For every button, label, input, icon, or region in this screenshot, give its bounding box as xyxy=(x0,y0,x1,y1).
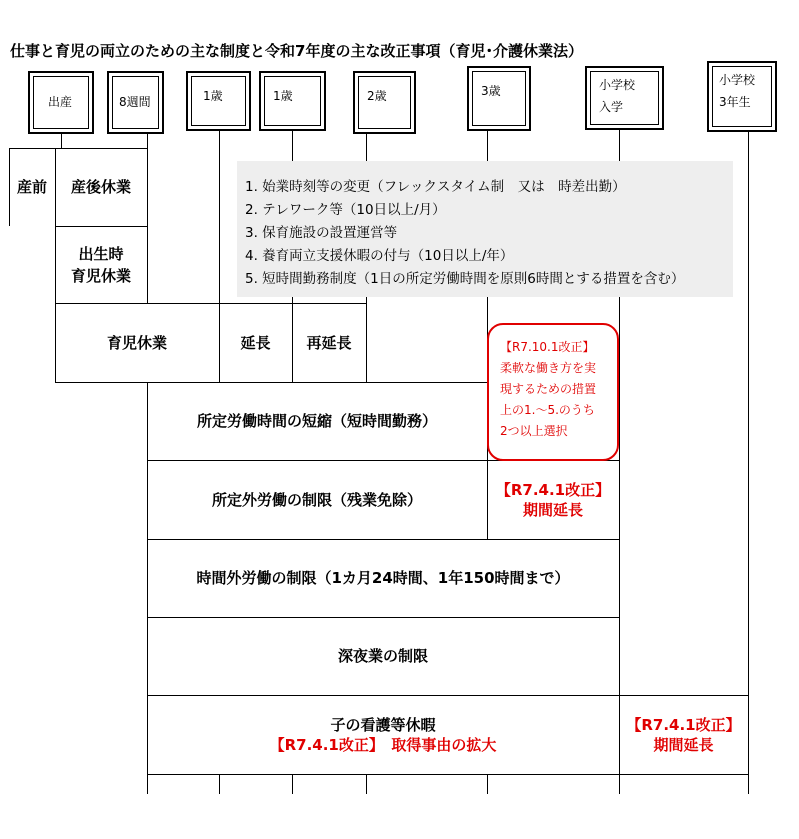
sick-child-amend: 【R7.4.1改正】 取得事由の拡大 xyxy=(269,735,497,754)
overtime-limit-cell: 時間外労働の制限（1カ月24時間、1年150時間まで） xyxy=(196,569,570,587)
milestone-1yr-b: 1歳 xyxy=(259,71,326,131)
childcare-leave-cell: 育児休業 xyxy=(106,333,167,352)
extension-cell: 延長 xyxy=(240,333,271,352)
sick-child-leave-cell: 子の看護等休暇 【R7.4.1改正】 取得事由の拡大 xyxy=(269,715,497,754)
page-title: 仕事と育児の両立のための主な制度と令和7年度の主な改正事項（育児･介護休業法） xyxy=(10,42,583,60)
sick-child-extension-amend: 【R7.4.1改正】 期間延長 xyxy=(626,715,741,754)
overtime-exemption-cell: 所定外労働の制限（残業免除） xyxy=(211,490,422,509)
milestone-birth: 出産 xyxy=(28,71,94,134)
measure-3: 3. 保育施設の設置運営等 xyxy=(245,225,398,241)
re-extension-cell: 再延長 xyxy=(306,333,352,352)
flexible-measures-list xyxy=(237,161,733,297)
milestone-3yr: 3歳 xyxy=(467,66,531,131)
postnatal-leave-cell: 産後休業 xyxy=(70,178,131,196)
milestone-1yr-a: 1歳 xyxy=(186,71,251,131)
milestone-elem-3rd: 小学校 3年生 xyxy=(707,61,777,132)
overtime-extension-amend: 【R7.4.1改正】 期間延長 xyxy=(495,480,611,519)
measure-5: 5. 短時間勤務制度（1日の所定労働時間を原則6時間とする措置を含む） xyxy=(245,271,685,287)
milestone-elem-entry: 小学校 入学 xyxy=(585,66,664,130)
milestone-2yr: 2歳 xyxy=(353,71,416,134)
measure-4: 4. 養育両立支援休暇の付与（10日以上/年） xyxy=(245,248,514,264)
measure-1: 1. 始業時刻等の変更（フレックスタイム制 又は 時差出勤） xyxy=(245,179,626,195)
prenatal-cell: 産前 xyxy=(16,178,47,196)
paternity-leave-cell: 出生時 育児休業 xyxy=(70,244,131,285)
milestone-8weeks: 8週間 xyxy=(107,71,164,134)
shortened-hours-cell: 所定労働時間の短縮（短時間勤務） xyxy=(196,412,437,430)
flexible-work-amendment: 【R7.10.1改正】 柔軟な働き方を実 現するための措置 上の1.～5.のうち 2つ以上選択 xyxy=(487,323,619,461)
night-work-cell: 深夜業の制限 xyxy=(337,647,428,665)
measure-2: 2. テレワーク等（10日以上/月） xyxy=(245,202,446,218)
